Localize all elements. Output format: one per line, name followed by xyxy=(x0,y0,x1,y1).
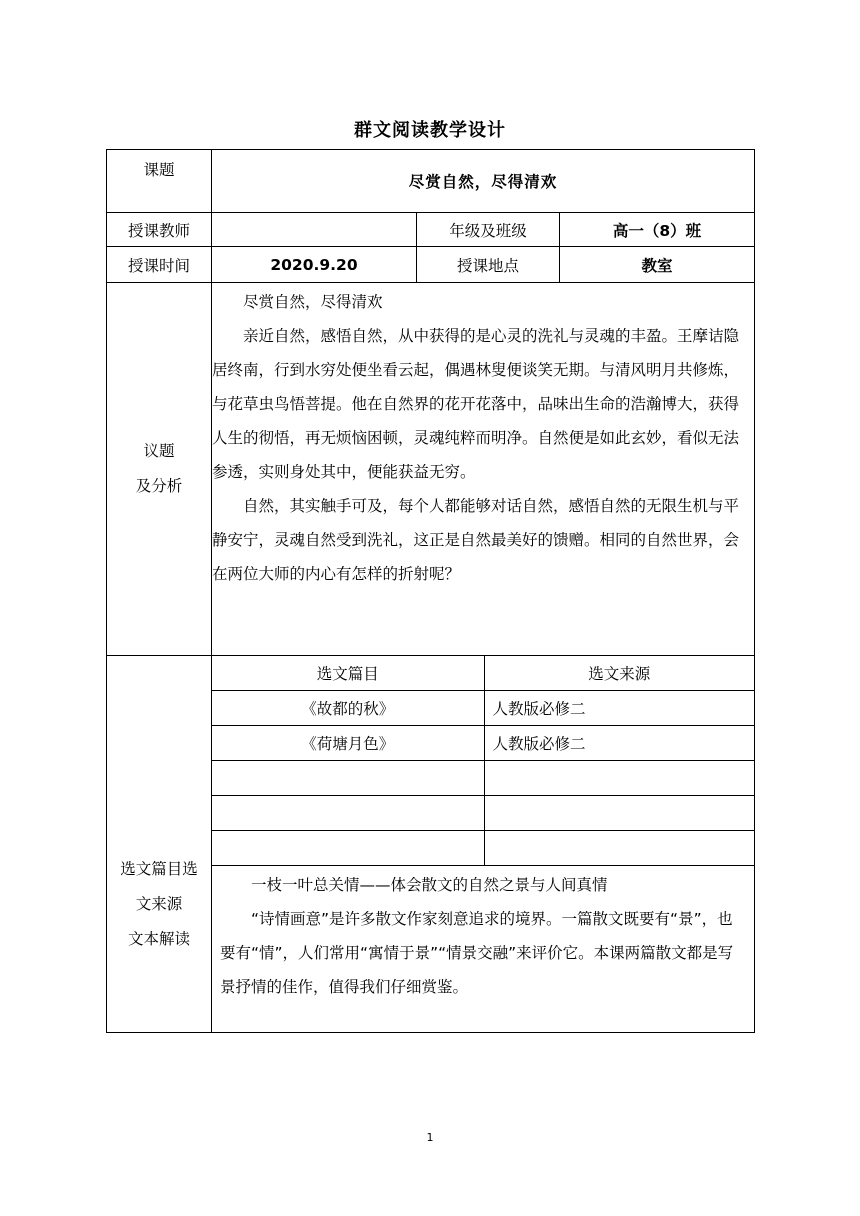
selection-title-cell xyxy=(212,761,484,796)
analysis-content xyxy=(212,283,755,656)
selection-title-cell xyxy=(212,796,484,831)
selection-source-cell xyxy=(484,761,754,796)
time-row xyxy=(107,247,755,283)
time-value: 2020.9.20 xyxy=(212,247,417,283)
table-row xyxy=(212,796,754,831)
analysis-label xyxy=(107,283,212,656)
selection-title-cell: 《故都的秋》 xyxy=(212,691,484,726)
selection-title-cell: 《荷塘月色》 xyxy=(212,726,484,761)
topic-label: 课题 xyxy=(107,150,212,213)
selection-row xyxy=(107,656,755,1033)
place-label: 授课地点 xyxy=(417,247,560,283)
topic-value: 尽赏自然，尽得清欢 xyxy=(212,150,755,213)
selection-content xyxy=(212,656,755,1033)
analysis-paragraph-3: 自然，其实触手可及，每个人都能够对话自然，感悟自然的无限生机与平静安宁，灵魂自然受到洗礼，这正是自然最美好的馈赠。相同的自然世界，会在两位大师的内心有怎样的折射呢？ xyxy=(212,497,740,583)
selection-header-row xyxy=(212,656,754,691)
teacher-value xyxy=(212,213,417,247)
table-row xyxy=(212,726,754,761)
interpretation-content xyxy=(212,866,754,1004)
lesson-plan-table xyxy=(106,149,755,1033)
interpretation-paragraph-1: 一枝一叶总关情——体会散文的自然之景与人间真情 xyxy=(251,876,608,894)
teacher-label: 授课教师 xyxy=(107,213,212,247)
selection-label-line2: 文来源 xyxy=(135,894,183,913)
selection-source-cell: 人教版必修二 xyxy=(484,691,754,726)
selection-label-line3: 文本解读 xyxy=(127,929,190,948)
selection-label-line1: 选文篇目选 xyxy=(120,859,198,878)
analysis-paragraph-1: 尽赏自然，尽得清欢 xyxy=(243,293,383,311)
analysis-paragraph-2: 亲近自然，感悟自然，从中获得的是心灵的洗礼与灵魂的丰盈。王摩诘隐居终南，行到水穷处便坐看云起，偶遇林叟便谈笑无期。与清风明月共修炼，与花草虫鸟悟菩提。他在自然界的花开花落中，品味出生命的浩瀚博大，获得人生的彻悟，再无烦恼困顿，灵魂纯粹而明净。自然便是如此玄妙，看似无法参透，实则身处其中，便能获益无穷。 xyxy=(212,327,740,481)
analysis-row xyxy=(107,283,755,656)
table-row xyxy=(212,831,754,866)
document-title: 群文阅读教学设计 xyxy=(354,120,506,141)
selection-source-cell xyxy=(484,796,754,831)
time-label: 授课时间 xyxy=(107,247,212,283)
selection-header-title: 选文篇目 xyxy=(212,656,484,691)
selection-table xyxy=(212,656,754,866)
teacher-row xyxy=(107,213,755,247)
selection-label xyxy=(107,656,212,1033)
selection-header-source: 选文来源 xyxy=(484,656,754,691)
grade-value: 高一（8）班 xyxy=(560,213,755,247)
selection-source-cell: 人教版必修二 xyxy=(484,726,754,761)
page-number: 1 xyxy=(426,1131,434,1144)
selection-title-cell xyxy=(212,831,484,866)
interpretation-paragraph-2: “诗情画意”是许多散文作家刻意追求的境界。一篇散文既要有“景”，也要有“情”，人们常用“寓情于景”“情景交融”来评价它。本课两篇散文都是写景抒情的佳作，值得我们仔细赏鉴。 xyxy=(220,910,734,996)
analysis-label-line1: 议题 xyxy=(143,442,175,460)
table-row xyxy=(212,691,754,726)
topic-row xyxy=(107,150,755,213)
table-row xyxy=(212,761,754,796)
place-value: 教室 xyxy=(560,247,755,283)
analysis-label-line2: 及分析 xyxy=(135,477,183,495)
selection-source-cell xyxy=(484,831,754,866)
grade-label: 年级及班级 xyxy=(417,213,560,247)
